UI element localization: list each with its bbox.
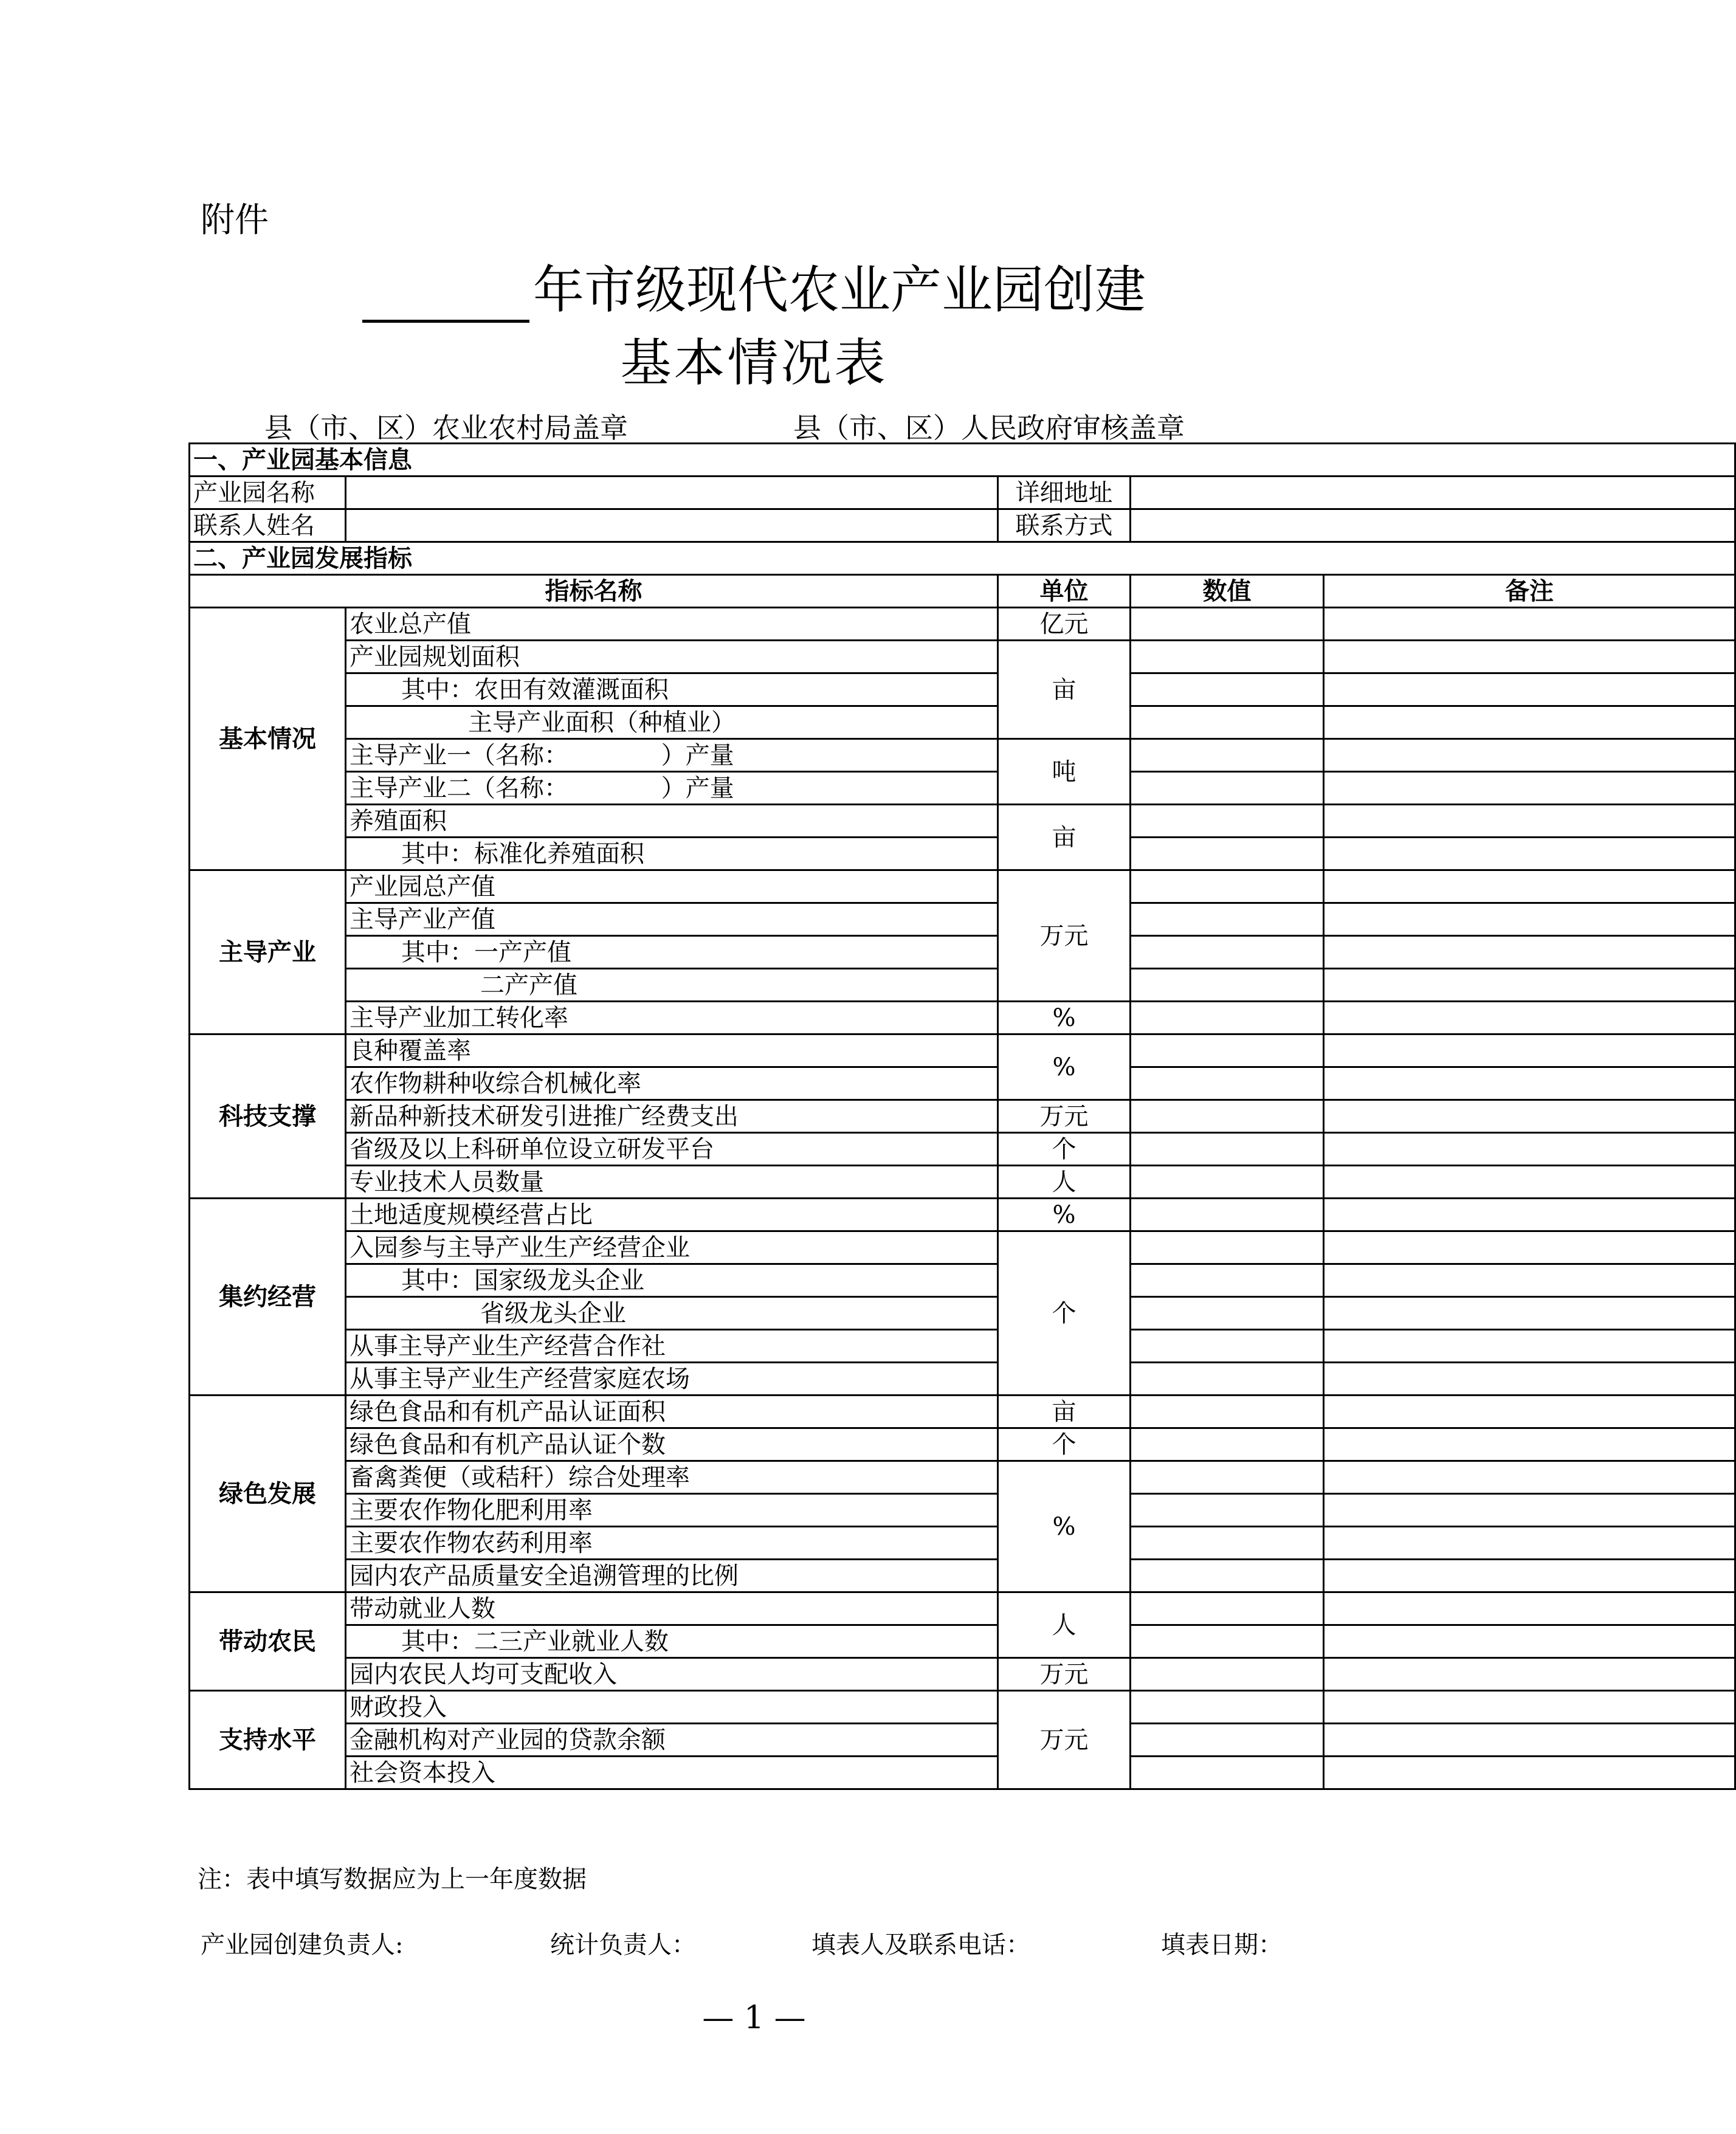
value-cell[interactable] (1131, 1330, 1324, 1363)
table-row (190, 706, 1735, 739)
remark-cell[interactable] (1324, 1428, 1735, 1461)
table-row (190, 1757, 1735, 1789)
footer-stats: 统计负责人： (550, 1931, 696, 1959)
indicator-name: 产业园总产值 (346, 870, 998, 903)
unit-cell: 吨 (998, 739, 1131, 805)
unit-cell: 个 (998, 1428, 1131, 1461)
remark-cell[interactable] (1324, 1199, 1735, 1231)
value-cell[interactable] (1131, 1757, 1324, 1789)
table-row (190, 1396, 1735, 1428)
category-support-level: 支持水平 (190, 1691, 346, 1789)
category-intensive-ops: 集约经营 (190, 1199, 346, 1396)
indicator-name: 社会资本投入 (346, 1757, 998, 1789)
remark-cell[interactable] (1324, 1560, 1735, 1592)
indicator-name: 园内农民人均可支配收入 (346, 1658, 998, 1691)
unit-cell: 人 (998, 1592, 1131, 1658)
value-cell[interactable] (1131, 706, 1324, 739)
footer-filler: 填表人及联系电话： (811, 1931, 1030, 1959)
basic-info-table (188, 442, 1736, 1790)
value-cell[interactable] (1131, 1100, 1324, 1133)
section-indicators: 二、产业园发展指标 (190, 542, 1735, 575)
indicator-name: 绿色食品和有机产品认证个数 (346, 1428, 998, 1461)
title-line-2: 基本情况表 (620, 333, 888, 393)
table-row (190, 477, 1735, 509)
remark-cell[interactable] (1324, 1757, 1735, 1789)
table-row (190, 1100, 1735, 1133)
value-cell[interactable] (1131, 1133, 1324, 1166)
remark-cell[interactable] (1324, 969, 1735, 1002)
remark-cell[interactable] (1324, 1067, 1735, 1100)
remark-cell[interactable] (1324, 1264, 1735, 1297)
remark-cell[interactable] (1324, 1330, 1735, 1363)
table-note: 注：表中填写数据应为上一年度数据 (198, 1865, 587, 1893)
value-cell[interactable] (1131, 1166, 1324, 1199)
unit-cell: 亿元 (998, 608, 1131, 641)
indicator-name: 新品种新技术研发引进推广经费支出 (346, 1100, 998, 1133)
remark-cell[interactable] (1324, 805, 1735, 838)
remark-cell[interactable] (1324, 1527, 1735, 1560)
remark-cell[interactable] (1324, 1166, 1735, 1199)
unit-cell: 万元 (998, 1100, 1131, 1133)
indicator-name: 养殖面积 (346, 805, 998, 838)
unit-cell: 万元 (998, 1658, 1131, 1691)
indicator-name: 省级龙头企业 (346, 1297, 998, 1330)
indicator-name: 畜禽粪便（或秸秆）综合处理率 (346, 1461, 998, 1494)
value-cell[interactable] (1131, 1231, 1324, 1264)
indicator-name: 其中：国家级龙头企业 (346, 1264, 998, 1297)
table-row (190, 1264, 1735, 1297)
value-cell[interactable] (1131, 1592, 1324, 1625)
park-name-input[interactable] (346, 477, 998, 509)
unit-cell: 万元 (998, 870, 1131, 1002)
table-row (190, 1133, 1735, 1166)
remark-cell[interactable] (1324, 1592, 1735, 1625)
remark-cell[interactable] (1324, 739, 1735, 772)
table-row (190, 1527, 1735, 1560)
value-cell[interactable] (1131, 772, 1324, 805)
remark-cell[interactable] (1324, 1363, 1735, 1396)
title-line-1-text: 年市级现代农业产业园创建 (532, 260, 1146, 320)
remark-cell[interactable] (1324, 772, 1735, 805)
remark-cell[interactable] (1324, 1724, 1735, 1757)
indicator-name: 土地适度规模经营占比 (346, 1199, 998, 1231)
table-row (190, 1658, 1735, 1691)
remark-cell[interactable] (1324, 641, 1735, 673)
category-farmers: 带动农民 (190, 1592, 346, 1691)
indicator-name: 二产产值 (346, 969, 998, 1002)
value-cell[interactable] (1131, 1034, 1324, 1067)
value-cell[interactable] (1131, 1560, 1324, 1592)
table-row (190, 1166, 1735, 1199)
value-cell[interactable] (1131, 936, 1324, 969)
attachment-label: 附件 (201, 201, 269, 240)
remark-cell[interactable] (1324, 1494, 1735, 1527)
contact-name-input[interactable] (346, 509, 998, 542)
value-cell[interactable] (1131, 673, 1324, 706)
unit-cell: 人 (998, 1166, 1131, 1199)
table-row (190, 1330, 1735, 1363)
table-row (190, 509, 1735, 542)
remark-cell[interactable] (1324, 1658, 1735, 1691)
table-row (190, 673, 1735, 706)
category-green-dev: 绿色发展 (190, 1396, 346, 1592)
indicator-name: 专业技术人员数量 (346, 1166, 998, 1199)
value-cell[interactable] (1131, 1691, 1324, 1724)
table-row (190, 1297, 1735, 1330)
table-row (190, 1199, 1735, 1231)
value-cell[interactable] (1131, 1067, 1324, 1100)
value-cell[interactable] (1131, 1658, 1324, 1691)
indicator-name: 省级及以上科研单位设立研发平台 (346, 1133, 998, 1166)
indicator-name: 从事主导产业生产经营合作社 (346, 1330, 998, 1363)
unit-cell: % (998, 1199, 1131, 1231)
unit-cell: 亩 (998, 641, 1131, 739)
indicator-name: 农业总产值 (346, 608, 998, 641)
unit-cell: 个 (998, 1231, 1131, 1396)
section-row (190, 444, 1735, 477)
section-row (190, 542, 1735, 575)
unit-cell: % (998, 1002, 1131, 1034)
remark-cell[interactable] (1324, 903, 1735, 936)
remark-cell[interactable] (1324, 673, 1735, 706)
header-unit: 单位 (998, 575, 1131, 608)
value-cell[interactable] (1131, 838, 1324, 870)
value-cell[interactable] (1131, 739, 1324, 772)
indicator-name: 主导产业产值 (346, 903, 998, 936)
remark-cell[interactable] (1324, 870, 1735, 903)
value-cell[interactable] (1131, 1396, 1324, 1428)
value-cell[interactable] (1131, 969, 1324, 1002)
indicator-name: 主导产业二（名称： ）产量 (346, 772, 998, 805)
indicator-name: 金融机构对产业园的贷款余额 (346, 1724, 998, 1757)
address-input[interactable] (1131, 477, 1735, 509)
table-row (190, 739, 1735, 772)
indicator-name: 主要农作物农药利用率 (346, 1527, 998, 1560)
indicator-name: 入园参与主导产业生产经营企业 (346, 1231, 998, 1264)
table-row (190, 1067, 1735, 1100)
contact-method-input[interactable] (1131, 509, 1735, 542)
table-row (190, 1724, 1735, 1757)
table-row (190, 838, 1735, 870)
table-row (190, 1428, 1735, 1461)
category-basic: 基本情况 (190, 608, 346, 870)
remark-cell[interactable] (1324, 706, 1735, 739)
table-row (190, 772, 1735, 805)
indicator-name: 主导产业加工转化率 (346, 1002, 998, 1034)
value-cell[interactable] (1131, 1297, 1324, 1330)
unit-cell: 亩 (998, 1396, 1131, 1428)
indicator-name: 主要农作物化肥利用率 (346, 1494, 998, 1527)
header-value: 数值 (1131, 575, 1324, 608)
remark-cell[interactable] (1324, 936, 1735, 969)
indicator-name: 主导产业一（名称： ）产量 (346, 739, 998, 772)
stamp-county-agri: 县（市、区）农业农村局盖章 (264, 411, 628, 444)
table-row (190, 870, 1735, 903)
value-cell[interactable] (1131, 1724, 1324, 1757)
indicator-name: 财政投入 (346, 1691, 998, 1724)
remark-cell[interactable] (1324, 838, 1735, 870)
value-cell[interactable] (1131, 1494, 1324, 1527)
value-cell[interactable] (1131, 1264, 1324, 1297)
table-row (190, 1363, 1735, 1396)
table-row (190, 1034, 1735, 1067)
title-line-1 (0, 249, 1508, 323)
remark-cell[interactable] (1324, 1133, 1735, 1166)
header-name: 指标名称 (190, 575, 998, 608)
table-row (190, 1002, 1735, 1034)
unit-cell: % (998, 1034, 1131, 1100)
table-row (190, 1592, 1735, 1625)
section-basic-info: 一、产业园基本信息 (190, 444, 1735, 477)
remark-cell[interactable] (1324, 1002, 1735, 1034)
value-cell[interactable] (1131, 641, 1324, 673)
indicator-name: 产业园规划面积 (346, 641, 998, 673)
table-row (190, 1625, 1735, 1658)
value-cell[interactable] (1131, 1002, 1324, 1034)
footer-date: 填表日期： (1161, 1931, 1283, 1959)
category-leading-industry: 主导产业 (190, 870, 346, 1034)
value-cell[interactable] (1131, 1199, 1324, 1231)
value-cell[interactable] (1131, 1428, 1324, 1461)
value-cell[interactable] (1131, 1363, 1324, 1396)
table-row (190, 608, 1735, 641)
indicator-name: 带动就业人数 (346, 1592, 998, 1625)
remark-cell[interactable] (1324, 608, 1735, 641)
remark-cell[interactable] (1324, 1625, 1735, 1658)
table-row (190, 1461, 1735, 1494)
indicator-name: 农作物耕种收综合机械化率 (346, 1067, 998, 1100)
unit-cell: 个 (998, 1133, 1131, 1166)
indicator-name: 主导产业面积（种植业） (346, 706, 998, 739)
indicator-name: 良种覆盖率 (346, 1034, 998, 1067)
table-row (190, 1691, 1735, 1724)
indicator-name: 其中：二三产业就业人数 (346, 1625, 998, 1658)
value-cell[interactable] (1131, 608, 1324, 641)
table-row (190, 969, 1735, 1002)
value-cell[interactable] (1131, 870, 1324, 903)
footer-leader: 产业园创建负责人: (201, 1931, 404, 1959)
remark-cell[interactable] (1324, 1034, 1735, 1067)
contact-method-label: 联系方式 (998, 509, 1131, 542)
indicator-name: 从事主导产业生产经营家庭农场 (346, 1363, 998, 1396)
remark-cell[interactable] (1324, 1297, 1735, 1330)
unit-cell: 亩 (998, 805, 1131, 870)
park-name-label: 产业园名称 (190, 477, 346, 509)
table-row (190, 1560, 1735, 1592)
remark-cell[interactable] (1324, 1691, 1735, 1724)
remark-cell[interactable] (1324, 1231, 1735, 1264)
indicator-name: 其中：标准化养殖面积 (346, 838, 998, 870)
address-label: 详细地址 (998, 477, 1131, 509)
category-tech-support: 科技支撑 (190, 1034, 346, 1199)
table-row (190, 641, 1735, 673)
header-row (190, 575, 1735, 608)
indicator-name: 其中：农田有效灌溉面积 (346, 673, 998, 706)
unit-cell: 万元 (998, 1691, 1131, 1789)
remark-cell[interactable] (1324, 1100, 1735, 1133)
remark-cell[interactable] (1324, 1396, 1735, 1428)
value-cell[interactable] (1131, 903, 1324, 936)
header-remark: 备注 (1324, 575, 1735, 608)
table-row (190, 936, 1735, 969)
indicator-name: 其中：一产产值 (346, 936, 998, 969)
value-cell[interactable] (1131, 1625, 1324, 1658)
table-row (190, 805, 1735, 838)
year-blank[interactable] (362, 265, 529, 323)
stamp-county-gov: 县（市、区）人民政府审核盖章 (793, 411, 1185, 444)
table-row (190, 1494, 1735, 1527)
contact-name-label: 联系人姓名 (190, 509, 346, 542)
page-number: — 1 — (702, 2000, 806, 2036)
remark-cell[interactable] (1324, 1461, 1735, 1494)
indicator-name: 园内农产品质量安全追溯管理的比例 (346, 1560, 998, 1592)
indicator-name: 绿色食品和有机产品认证面积 (346, 1396, 998, 1428)
table-row (190, 1231, 1735, 1264)
value-cell[interactable] (1131, 1527, 1324, 1560)
table-row (190, 903, 1735, 936)
value-cell[interactable] (1131, 1461, 1324, 1494)
value-cell[interactable] (1131, 805, 1324, 838)
unit-cell: % (998, 1461, 1131, 1592)
